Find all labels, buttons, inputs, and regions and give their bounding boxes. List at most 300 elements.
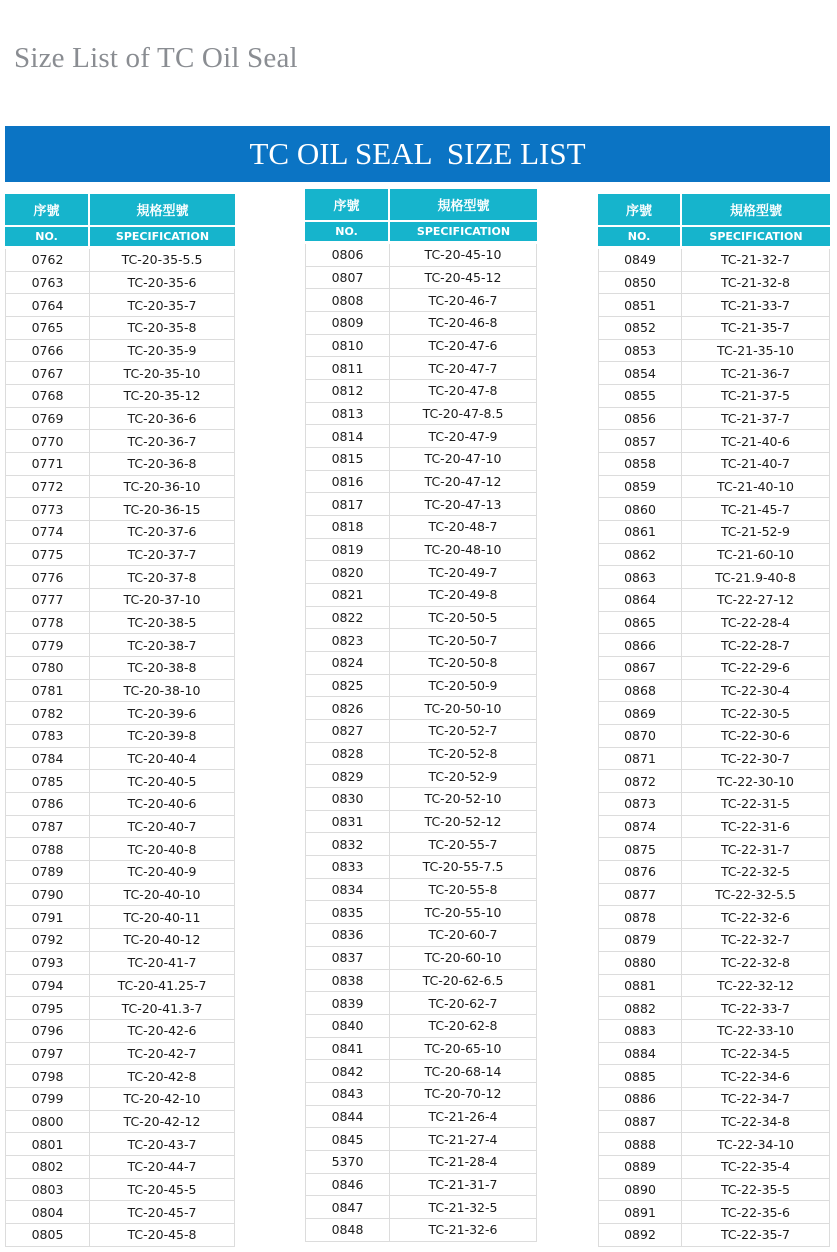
table-row [6, 702, 234, 725]
table-row [599, 362, 829, 385]
row-specification: TC-20-47-6 [428, 338, 498, 354]
row-number: 0800 [6, 1111, 90, 1133]
size-table-3 [598, 194, 830, 1247]
table-row [306, 743, 536, 766]
table-row [306, 947, 536, 970]
row-specification: TC-22-34-7 [721, 1091, 790, 1107]
row-number: 0859 [599, 476, 682, 498]
row-specification: TC-21-28-4 [428, 1154, 498, 1170]
size-table-1 [5, 194, 235, 1247]
table-row [6, 589, 234, 612]
row-specification: TC-20-48-7 [428, 519, 498, 535]
table-row [6, 748, 234, 771]
table-row [306, 1083, 536, 1106]
row-specification: TC-21-36-7 [721, 365, 790, 381]
table-row [306, 1015, 536, 1038]
row-number: 0773 [6, 498, 90, 520]
row-specification: TC-20-38-10 [123, 683, 201, 699]
table-row [6, 362, 234, 385]
table-row [306, 1060, 536, 1083]
row-specification: TC-20-43-7 [127, 1136, 197, 1152]
table-row [6, 1156, 234, 1179]
table-row [599, 634, 829, 657]
row-specification: TC-20-60-7 [428, 927, 498, 943]
row-specification: TC-20-47-8.5 [422, 406, 504, 422]
row-number: 0801 [6, 1133, 90, 1155]
table-header-en [598, 225, 830, 246]
row-specification: TC-22-35-4 [721, 1159, 790, 1175]
row-number: 0842 [306, 1060, 390, 1082]
row-number: 0767 [6, 362, 90, 384]
row-number: 0775 [6, 544, 90, 566]
row-number: 0868 [599, 680, 682, 702]
table-row [599, 521, 829, 544]
table-row [6, 498, 234, 521]
row-specification: TC-22-31-6 [721, 819, 790, 835]
row-specification: TC-20-68-14 [424, 1063, 502, 1079]
table-row [6, 1179, 234, 1202]
row-specification: TC-21-60-10 [717, 547, 794, 563]
table-row [6, 725, 234, 748]
row-number: 0784 [6, 748, 90, 770]
row-number: 0819 [306, 539, 390, 561]
row-number: 0778 [6, 612, 90, 634]
row-specification: TC-20-47-7 [428, 360, 498, 376]
row-specification: TC-22-34-10 [717, 1136, 794, 1152]
row-number: 0846 [306, 1174, 390, 1196]
row-number: 0772 [6, 476, 90, 498]
table-row [599, 272, 829, 295]
row-specification: TC-20-40-6 [127, 796, 197, 812]
table-row [599, 385, 829, 408]
row-number: 0873 [599, 793, 682, 815]
row-specification: TC-21-45-7 [721, 501, 790, 517]
row-specification: TC-22-35-6 [721, 1204, 790, 1220]
row-specification: TC-20-41-7 [127, 955, 197, 971]
table-row [306, 607, 536, 630]
row-number: 0788 [6, 838, 90, 860]
table-row [599, 317, 829, 340]
row-number: 0765 [6, 317, 90, 339]
row-number: 0862 [599, 544, 682, 566]
row-number: 0890 [599, 1179, 682, 1201]
row-specification: TC-20-52-8 [428, 746, 498, 762]
row-number: 0787 [6, 816, 90, 838]
table-row [599, 430, 829, 453]
row-number: 0858 [599, 453, 682, 475]
row-number: 0770 [6, 430, 90, 452]
row-specification: TC-20-36-15 [123, 501, 201, 517]
row-specification: TC-21-31-7 [428, 1176, 498, 1192]
row-number: 0826 [306, 697, 390, 719]
table-row [6, 906, 234, 929]
row-specification: TC-20-39-6 [127, 705, 197, 721]
row-number: 0782 [6, 702, 90, 724]
row-number: 0886 [599, 1088, 682, 1110]
row-specification: TC-22-30-4 [721, 683, 790, 699]
row-specification: TC-20-45-12 [424, 270, 502, 285]
table-row [6, 453, 234, 476]
size-table-2 [305, 189, 537, 1242]
table-row [306, 811, 536, 834]
table-row [6, 975, 234, 998]
row-number: 0879 [599, 929, 682, 951]
table-row [599, 453, 829, 476]
row-specification: TC-20-50-7 [428, 632, 498, 648]
row-specification: TC-20-60-10 [424, 950, 502, 966]
column-header-spec-cn: 規格型號 [136, 204, 189, 219]
row-number: 0799 [6, 1088, 90, 1110]
row-specification: TC-21-32-7 [721, 252, 790, 268]
row-specification: TC-20-47-9 [428, 428, 498, 444]
row-number: 0812 [306, 380, 390, 402]
row-number: 0797 [6, 1043, 90, 1065]
table-row [6, 1224, 234, 1247]
table-row [599, 906, 829, 929]
row-number: 0892 [599, 1224, 682, 1246]
column-header-no: NO. [5, 227, 90, 246]
row-number: 0845 [306, 1128, 390, 1150]
table-row [599, 408, 829, 431]
table-row [306, 380, 536, 403]
table-row [599, 929, 829, 952]
row-specification: TC-20-37-7 [127, 547, 197, 563]
table-row [6, 793, 234, 816]
row-specification: TC-22-31-7 [721, 841, 790, 857]
table-row [6, 861, 234, 884]
row-number: 0851 [599, 294, 682, 316]
row-number: 0779 [6, 634, 90, 656]
table-row [6, 838, 234, 861]
table-row [6, 544, 234, 567]
row-specification: TC-20-40-11 [123, 909, 201, 925]
table-row [6, 1065, 234, 1088]
row-number: 0808 [306, 289, 390, 311]
row-specification: TC-21-37-5 [721, 388, 790, 404]
row-specification: TC-21-32-8 [721, 275, 790, 290]
row-specification: TC-20-50-5 [428, 610, 498, 626]
table-row [599, 294, 829, 317]
table-row [6, 997, 234, 1020]
row-specification: TC-20-49-8 [428, 587, 498, 603]
table-row [599, 498, 829, 521]
row-specification: TC-20-35-10 [123, 365, 201, 381]
row-number: 0861 [599, 521, 682, 543]
table-row [306, 992, 536, 1015]
row-number: 0795 [6, 997, 90, 1019]
banner-title: TC OIL SEAL SIZE LIST [249, 136, 586, 171]
row-number: 0792 [6, 929, 90, 951]
table-row [599, 589, 829, 612]
row-specification: TC-20-38-5 [127, 615, 197, 631]
table-row [306, 1128, 536, 1151]
row-number: 0866 [599, 634, 682, 656]
row-specification: TC-21-26-4 [428, 1108, 498, 1124]
row-number: 0835 [306, 901, 390, 923]
column-header-specification: SPECIFICATION [416, 225, 511, 238]
table-row [306, 516, 536, 539]
table-row [6, 317, 234, 340]
row-number: 5370 [306, 1151, 390, 1173]
table-row [306, 697, 536, 720]
table-row [6, 566, 234, 589]
table-row [6, 385, 234, 408]
table-row [306, 584, 536, 607]
row-specification: TC-20-40-8 [127, 841, 197, 857]
row-number: 0791 [6, 906, 90, 928]
table-row [6, 340, 234, 363]
row-number: 0840 [306, 1015, 390, 1037]
row-specification: TC-20-36-10 [123, 479, 201, 495]
table-row [599, 793, 829, 816]
row-number: 0884 [599, 1043, 682, 1065]
row-number: 0839 [306, 992, 390, 1014]
row-number: 0807 [306, 267, 390, 289]
row-specification: TC-22-32-5 [721, 864, 790, 880]
row-number: 0762 [6, 249, 90, 271]
row-number: 0837 [306, 947, 390, 969]
row-number: 0809 [306, 312, 390, 334]
row-number: 0841 [306, 1038, 390, 1060]
row-specification: TC-22-35-7 [721, 1227, 790, 1243]
row-number: 0802 [6, 1156, 90, 1178]
table-row [306, 629, 536, 652]
row-specification: TC-22-28-4 [721, 615, 790, 631]
row-number: 0891 [599, 1201, 682, 1223]
table-row [306, 652, 536, 675]
column-header-spec-cn: 規格型號 [437, 199, 490, 214]
row-specification: TC-20-38-8 [127, 660, 197, 676]
row-number: 0829 [306, 765, 390, 787]
column-header-no-cn: 序號 [305, 189, 390, 220]
table-row [6, 657, 234, 680]
row-specification: TC-20-70-12 [424, 1086, 502, 1102]
row-specification: TC-21-37-7 [721, 411, 790, 427]
row-number: 0780 [6, 657, 90, 679]
row-specification: TC-21-35-7 [721, 320, 790, 336]
table-row [599, 1179, 829, 1202]
table-row [6, 1111, 234, 1134]
row-specification: TC-20-42-12 [123, 1113, 201, 1129]
row-number: 0882 [599, 997, 682, 1019]
row-number: 0869 [599, 702, 682, 724]
table-row [6, 272, 234, 295]
row-specification: TC-20-40-4 [127, 751, 197, 767]
row-specification: TC-20-44-7 [127, 1159, 197, 1175]
table-row [6, 408, 234, 431]
row-specification: TC-20-40-5 [127, 773, 197, 789]
row-specification: TC-20-50-9 [428, 678, 498, 694]
row-specification: TC-20-49-7 [428, 564, 498, 580]
row-number: 0783 [6, 725, 90, 747]
row-number: 0811 [306, 357, 390, 379]
row-number: 0831 [306, 811, 390, 833]
row-number: 0836 [306, 924, 390, 946]
row-number: 0878 [599, 906, 682, 928]
row-number: 0821 [306, 584, 390, 606]
row-specification: TC-20-42-8 [127, 1068, 197, 1084]
table-row [599, 1020, 829, 1043]
table-row [306, 267, 536, 290]
row-number: 0764 [6, 294, 90, 316]
table-row [6, 430, 234, 453]
row-specification: TC-20-36-7 [127, 433, 197, 449]
row-number: 0777 [6, 589, 90, 611]
row-number: 0874 [599, 816, 682, 838]
row-specification: TC-20-55-8 [428, 882, 498, 898]
row-number: 0804 [6, 1201, 90, 1223]
row-specification: TC-20-45-8 [127, 1227, 197, 1243]
row-number: 0827 [306, 720, 390, 742]
table-row [306, 833, 536, 856]
row-number: 0785 [6, 770, 90, 792]
row-number: 0885 [599, 1065, 682, 1087]
table-row [6, 1088, 234, 1111]
row-number: 0769 [6, 408, 90, 430]
row-specification: TC-20-36-6 [127, 411, 197, 427]
row-specification: TC-20-52-12 [424, 814, 502, 830]
table-row [6, 680, 234, 703]
row-number: 0828 [306, 743, 390, 765]
row-specification: TC-20-65-10 [424, 1040, 502, 1056]
row-specification: TC-20-62-6.5 [422, 972, 504, 988]
row-specification: TC-20-48-10 [424, 542, 502, 558]
table-row [6, 476, 234, 499]
table-row [6, 1201, 234, 1224]
row-number: 0810 [306, 335, 390, 357]
row-specification: TC-21-40-10 [717, 479, 794, 495]
table-row [6, 884, 234, 907]
row-specification: TC-20-42-6 [127, 1023, 197, 1039]
table-row [6, 294, 234, 317]
row-specification: TC-20-35-6 [127, 275, 197, 290]
table-row [306, 471, 536, 494]
table-row [6, 521, 234, 544]
row-number: 0789 [6, 861, 90, 883]
row-specification: TC-22-28-7 [721, 637, 790, 653]
row-specification: TC-22-35-5 [721, 1181, 790, 1197]
column-header-specification: SPECIFICATION [709, 230, 803, 243]
size-list-banner [5, 126, 830, 182]
row-number: 0887 [599, 1111, 682, 1133]
table-row [6, 249, 234, 272]
table-row [599, 838, 829, 861]
table-row [306, 493, 536, 516]
row-specification: TC-20-37-10 [123, 592, 201, 608]
row-specification: TC-22-29-6 [721, 660, 790, 676]
row-specification: TC-21-32-5 [428, 1199, 498, 1215]
table-row [6, 612, 234, 635]
row-number: 0833 [306, 856, 390, 878]
row-number: 0872 [599, 770, 682, 792]
row-specification: TC-20-62-8 [428, 1018, 498, 1034]
row-specification: TC-21-52-9 [721, 524, 790, 540]
row-specification: TC-22-33-10 [717, 1023, 794, 1039]
table-row [306, 720, 536, 743]
row-specification: TC-20-36-8 [127, 456, 197, 472]
row-specification: TC-20-42-7 [127, 1045, 197, 1061]
row-specification: TC-20-47-8 [428, 383, 498, 399]
row-number: 0832 [306, 833, 390, 855]
row-number: 0816 [306, 471, 390, 493]
table-row [306, 335, 536, 358]
row-number: 0855 [599, 385, 682, 407]
row-number: 0806 [306, 244, 390, 266]
row-specification: TC-22-33-7 [721, 1000, 790, 1016]
row-number: 0796 [6, 1020, 90, 1042]
row-specification: TC-22-27-12 [717, 592, 794, 608]
row-specification: TC-21-32-6 [428, 1222, 498, 1238]
table-row [306, 289, 536, 312]
row-number: 0813 [306, 403, 390, 425]
table-row [306, 879, 536, 902]
table-row [306, 675, 536, 698]
row-specification: TC-22-34-8 [721, 1113, 790, 1129]
row-specification: TC-20-52-10 [424, 791, 502, 807]
table-header-cn [305, 189, 537, 220]
row-specification: TC-22-32-6 [721, 909, 790, 925]
row-number: 0825 [306, 675, 390, 697]
page-title: Size List of TC Oil Seal [14, 42, 298, 74]
row-specification: TC-21-27-4 [428, 1131, 498, 1147]
table-row [306, 1038, 536, 1061]
table-row [599, 725, 829, 748]
row-number: 0852 [599, 317, 682, 339]
table-row [6, 952, 234, 975]
table-row [306, 765, 536, 788]
row-number: 0881 [599, 975, 682, 997]
row-number: 0850 [599, 272, 682, 294]
row-specification: TC-22-34-6 [721, 1068, 790, 1084]
row-number: 0843 [306, 1083, 390, 1105]
table-row [6, 1133, 234, 1156]
row-specification: TC-22-30-5 [721, 705, 790, 721]
row-specification: TC-20-35-8 [127, 320, 197, 336]
row-number: 0798 [6, 1065, 90, 1087]
row-specification: TC-20-39-8 [127, 728, 197, 744]
row-number: 0776 [6, 566, 90, 588]
row-specification: TC-20-42-10 [123, 1091, 201, 1107]
row-specification: TC-20-55-7 [428, 836, 498, 852]
table-row [599, 770, 829, 793]
row-number: 0822 [306, 607, 390, 629]
row-specification: TC-20-40-7 [127, 819, 197, 835]
row-specification: TC-21.9-40-8 [715, 569, 796, 585]
row-number: 0847 [306, 1196, 390, 1218]
table-row [599, 1156, 829, 1179]
row-specification: TC-22-31-5 [721, 796, 790, 812]
row-number: 0854 [599, 362, 682, 384]
row-specification: TC-20-37-8 [127, 569, 197, 585]
table-row [306, 448, 536, 471]
row-specification: TC-20-52-7 [428, 723, 498, 739]
table-row [599, 340, 829, 363]
table-row [306, 1196, 536, 1219]
row-number: 0794 [6, 975, 90, 997]
table-row [599, 997, 829, 1020]
table-row [599, 612, 829, 635]
row-number: 0817 [306, 493, 390, 515]
table-header-cn [5, 194, 235, 225]
row-specification: TC-20-47-13 [424, 496, 502, 512]
table-row [306, 403, 536, 426]
row-specification: TC-20-50-8 [428, 655, 498, 671]
table-header-en [5, 225, 235, 246]
row-specification: TC-20-35-7 [127, 297, 197, 313]
row-number: 0876 [599, 861, 682, 883]
table-row [306, 539, 536, 562]
table-row [599, 1043, 829, 1066]
